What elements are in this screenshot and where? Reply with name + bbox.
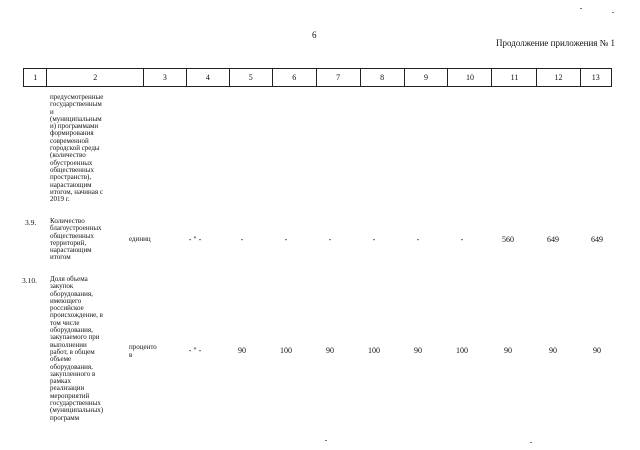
scan-speck [325, 440, 327, 441]
prev-line: формирования [50, 129, 94, 138]
column-header-13: 13 [580, 69, 611, 87]
value-col-8: 100 [368, 346, 380, 355]
row-line: благоустроенных [50, 224, 102, 233]
row-line: закупленного в [50, 369, 96, 378]
unit-line: проценто [129, 343, 157, 351]
value-col-13: 90 [593, 346, 601, 355]
scan-speck [612, 12, 614, 13]
value-col-4: - " - [188, 235, 202, 244]
row-line: мероприятий [50, 391, 90, 400]
row-number: 3.9. [25, 218, 37, 227]
column-header-7: 7 [316, 69, 360, 87]
continuation-label: Продолжение приложения № 1 [496, 38, 616, 48]
prev-line: (муниципальным [50, 114, 102, 123]
prev-line: (количество [50, 151, 86, 160]
row-line: реализации [50, 384, 85, 393]
row-line: оборудования, [50, 326, 93, 335]
row-line: (муниципальных) [50, 406, 104, 415]
unit-line: единиц [129, 235, 151, 243]
row-line: работ, в общем [50, 347, 95, 356]
row-line: выполнении [50, 340, 87, 349]
column-header-1: 1 [24, 69, 47, 87]
column-header-11: 11 [492, 69, 537, 87]
column-header-2: 2 [47, 69, 143, 87]
prev-line: и) программами [50, 122, 99, 131]
row-line: закупок [50, 282, 74, 291]
row-line: оборудования, [50, 362, 93, 371]
row-line: Количество [50, 217, 85, 225]
value-col-5: - [240, 235, 244, 244]
row-unit [129, 344, 171, 359]
prev-line: нарастающим [50, 180, 92, 189]
row-line: объеме [50, 355, 72, 364]
value-col-9: 90 [414, 346, 422, 355]
value-col-10: - [460, 235, 464, 244]
value-col-7: - [328, 235, 332, 244]
prev-line: современной [50, 136, 89, 145]
column-header-6: 6 [272, 69, 316, 87]
scan-speck [580, 8, 582, 9]
value-col-8: - [372, 235, 376, 244]
page-number: 6 [312, 30, 317, 40]
row-line: оборудования, [50, 289, 93, 298]
prev-line: 2019 г. [50, 195, 70, 204]
value-col-9: - [416, 235, 420, 244]
row-line: рамках [50, 377, 71, 386]
row-unit [129, 236, 171, 244]
value-col-10: 100 [456, 346, 468, 355]
value-col-12: 90 [549, 346, 557, 355]
value-col-11: 90 [504, 346, 512, 355]
row-line: территорий, [50, 238, 87, 247]
column-header-3: 3 [143, 69, 186, 87]
row-line: происхождение, в [50, 311, 103, 320]
row-line: имеющего [50, 296, 82, 305]
column-header-4: 4 [186, 69, 229, 87]
prev-line: итогом, начиная с [50, 187, 103, 196]
prev-line: городской среды [50, 144, 100, 153]
row-line: российское [50, 304, 84, 313]
column-header-9: 9 [404, 69, 448, 87]
prev-line: и [50, 107, 54, 116]
row-line: итогом [50, 253, 71, 262]
unit-line: в [129, 350, 133, 359]
value-col-6: 100 [280, 346, 292, 355]
column-header-12: 12 [537, 69, 580, 87]
column-header-row [24, 69, 612, 87]
value-col-7: 90 [326, 346, 334, 355]
prev-line: общественных [50, 165, 94, 174]
column-header-8: 8 [360, 69, 404, 87]
row-line: нарастающим [50, 246, 92, 255]
value-col-4: - " - [188, 346, 202, 355]
prev-line: государственным [50, 100, 102, 109]
row-line: программ [50, 413, 80, 422]
row-line: закупаемого при [50, 333, 100, 342]
scan-speck [530, 442, 532, 443]
column-header-10: 10 [448, 69, 492, 87]
value-col-11: 560 [502, 235, 514, 244]
prev-line: пространств), [50, 173, 92, 182]
prev-row-description [50, 94, 148, 203]
prev-line: предусмотренные [50, 93, 104, 101]
row-line: общественных [50, 231, 94, 240]
value-col-5: 90 [238, 346, 246, 355]
row-line: Доля объема [50, 275, 88, 283]
value-col-13: 649 [591, 235, 603, 244]
value-col-6: - [284, 235, 288, 244]
row-line: государственных [50, 399, 101, 408]
value-col-12: 649 [547, 235, 559, 244]
row-line: том числе [50, 318, 80, 327]
column-header-5: 5 [229, 69, 272, 87]
prev-line: обустроенных [50, 158, 93, 167]
column-header-table [23, 68, 612, 87]
row-number: 3.10. [22, 276, 37, 285]
